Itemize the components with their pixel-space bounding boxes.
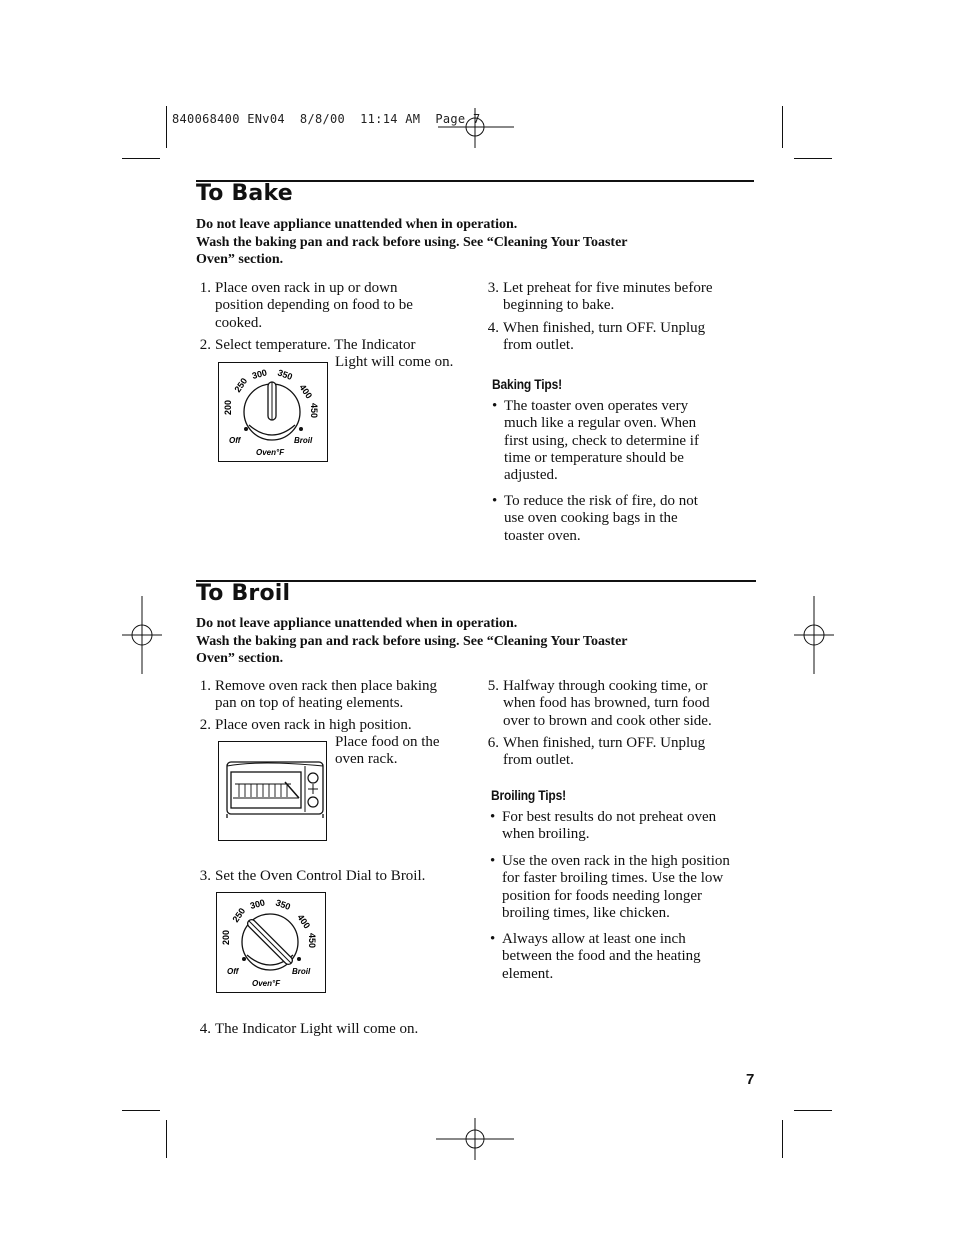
page-number: 7 — [746, 1071, 755, 1088]
svg-text:250: 250 — [230, 906, 248, 925]
broil-dial-figure — [216, 892, 326, 993]
svg-text:350: 350 — [276, 367, 294, 383]
svg-text:Off: Off — [227, 967, 239, 976]
broil-title: To Broil — [196, 581, 291, 606]
baking-tips-heading: Baking Tips! — [492, 376, 562, 392]
svg-text:400: 400 — [295, 912, 313, 931]
svg-text:Broil: Broil — [294, 436, 313, 445]
broil-step-2-continued: Place food on the oven rack. — [335, 734, 440, 768]
svg-text:450: 450 — [307, 933, 317, 949]
bake-step-2-continued: Light will come on. — [335, 354, 454, 370]
registration-mark-right — [792, 596, 836, 674]
svg-text:300: 300 — [250, 367, 269, 381]
broil-warning: Do not leave appliance unattended when in operation. Wash the baking pan and rack before using. See “Cleaning Your Toaster Oven” section. — [196, 616, 628, 666]
svg-text:Off: Off — [229, 436, 241, 445]
print-slug: 840068400 ENv04 8/8/00 11:14 AM Page 7 — [172, 112, 481, 126]
svg-text:450: 450 — [309, 403, 319, 419]
registration-mark-bottom — [434, 1118, 516, 1160]
registration-mark-top — [438, 108, 518, 150]
toaster-oven-figure — [218, 741, 327, 841]
svg-text:300: 300 — [248, 897, 267, 911]
svg-text:350: 350 — [274, 897, 292, 913]
bake-warning: Do not leave appliance unattended when in operation. Wash the baking pan and rack before using. See “Cleaning Your Toaster Oven” section. — [196, 217, 628, 267]
svg-text:200: 200 — [221, 929, 231, 945]
svg-text:Oven°F: Oven°F — [256, 448, 285, 457]
svg-text:Broil: Broil — [292, 967, 311, 976]
svg-text:400: 400 — [297, 382, 315, 401]
svg-text:Oven°F: Oven°F — [252, 979, 281, 988]
svg-text:250: 250 — [232, 376, 250, 395]
oven-dial-icon — [219, 363, 326, 460]
broiling-tips-heading: Broiling Tips! — [491, 787, 566, 803]
bake-title: To Bake — [196, 181, 293, 206]
registration-mark-left — [120, 596, 164, 674]
svg-text:200: 200 — [223, 399, 233, 415]
toaster-oven-icon — [219, 742, 325, 839]
bake-dial-figure — [218, 362, 328, 462]
oven-dial-icon — [217, 893, 324, 991]
